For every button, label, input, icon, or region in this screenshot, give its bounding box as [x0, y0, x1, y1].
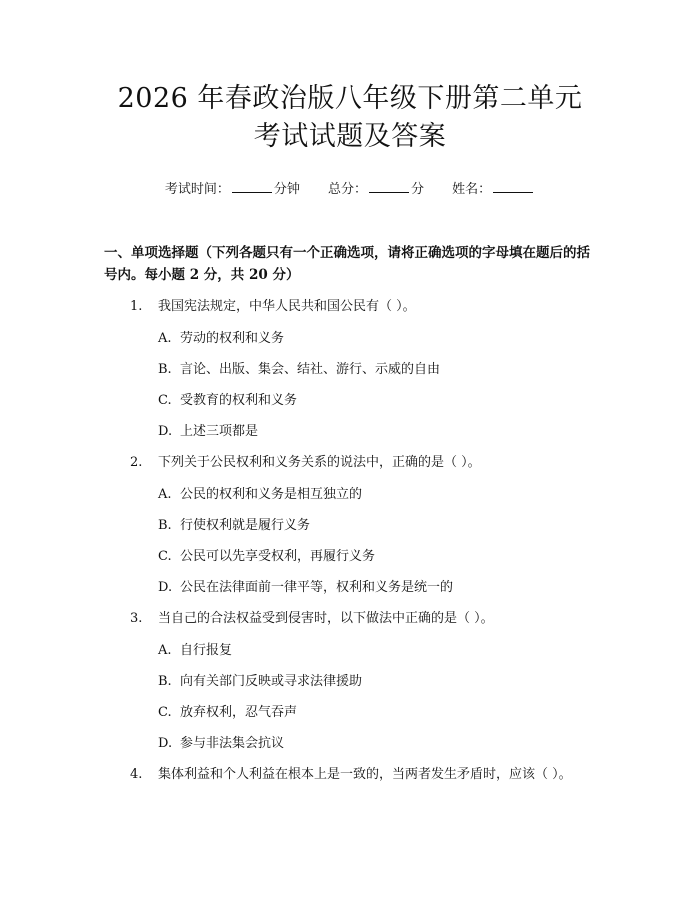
total-score-label: 总分：	[327, 182, 367, 197]
question-text: 我国宪法规定，中华人民共和国公民有（ ）。	[158, 299, 416, 314]
question-text: 下列关于公民权利和义务关系的说法中，正确的是（ ）。	[158, 455, 481, 470]
option-letter: D.	[158, 580, 173, 595]
question-stem	[104, 764, 596, 786]
option-text: 向有关部门反映或寻求法律援助	[180, 674, 363, 689]
exam-time-unit: 分钟	[273, 182, 300, 197]
total-score-field	[328, 178, 424, 200]
exam-time-field	[165, 178, 300, 200]
option-item	[104, 360, 596, 380]
option-letter: C.	[158, 705, 172, 720]
section-heading: 一、单项选择题（下列各题只有一个正确选项，请将正确选项的字母填在题后的括号内。每小题 2 分，共 20 分）	[104, 245, 590, 283]
question-number: 1.	[130, 299, 143, 314]
question-1	[104, 296, 596, 442]
option-letter: B.	[158, 518, 172, 533]
student-name-blank	[493, 178, 533, 193]
option-text: 公民可以先享受权利，再履行义务	[180, 549, 376, 564]
question-2	[104, 452, 596, 598]
option-text: 受教育的权利和义务	[180, 393, 298, 408]
option-letter: A.	[158, 487, 172, 502]
option-text: 上述三项都是	[180, 424, 259, 439]
option-item	[104, 672, 596, 692]
option-list	[104, 485, 596, 598]
question-stem	[104, 452, 596, 474]
option-letter: A.	[158, 331, 172, 346]
question-text: 集体利益和个人利益在根本上是一致的，当两者发生矛盾时，应该（ ）。	[158, 767, 572, 782]
question-stem	[104, 296, 596, 318]
option-text: 自行报复	[180, 643, 233, 658]
total-score-blank	[369, 178, 409, 193]
option-text: 公民在法律面前一律平等，权利和义务是统一的	[180, 580, 454, 595]
exam-time-label: 考试时间：	[164, 182, 230, 197]
option-letter: B.	[158, 674, 172, 689]
option-item	[104, 734, 596, 754]
question-number: 3.	[130, 611, 143, 626]
option-text: 劳动的权利和义务	[180, 331, 285, 346]
option-letter: C.	[158, 393, 172, 408]
option-item	[104, 329, 596, 349]
option-text: 言论、出版、集会、结社、游行、示威的自由	[180, 362, 441, 377]
student-name-field	[452, 178, 535, 200]
option-item	[104, 578, 596, 598]
option-letter: B.	[158, 362, 172, 377]
option-item	[104, 547, 596, 567]
option-item	[104, 516, 596, 536]
option-list	[104, 329, 596, 442]
option-letter: D.	[158, 736, 173, 751]
exam-time-blank	[232, 178, 272, 193]
question-4	[104, 764, 596, 786]
option-item	[104, 703, 596, 723]
option-list	[104, 641, 596, 754]
exam-meta	[104, 178, 596, 200]
option-text: 行使权利就是履行义务	[180, 518, 311, 533]
option-item	[104, 422, 596, 442]
question-3	[104, 608, 596, 754]
option-letter: A.	[158, 643, 172, 658]
exam-title: 2026 年春政治版八年级下册第二单元考试试题及答案	[117, 83, 583, 152]
question-stem	[104, 608, 596, 630]
student-name-label: 姓名：	[452, 182, 492, 197]
total-score-unit: 分	[411, 182, 425, 197]
option-letter: C.	[158, 549, 172, 564]
question-number: 2.	[130, 455, 143, 470]
option-item	[104, 485, 596, 505]
option-text: 放弃权利，忍气吞声	[180, 705, 298, 720]
option-text: 公民的权利和义务是相互独立的	[180, 487, 363, 502]
option-item	[104, 391, 596, 411]
option-letter: D.	[158, 424, 173, 439]
question-number: 4.	[130, 767, 143, 782]
option-item	[104, 641, 596, 661]
option-text: 参与非法集会抗议	[180, 736, 285, 751]
question-text: 当自己的合法权益受到侵害时，以下做法中正确的是（ ）。	[158, 611, 494, 626]
